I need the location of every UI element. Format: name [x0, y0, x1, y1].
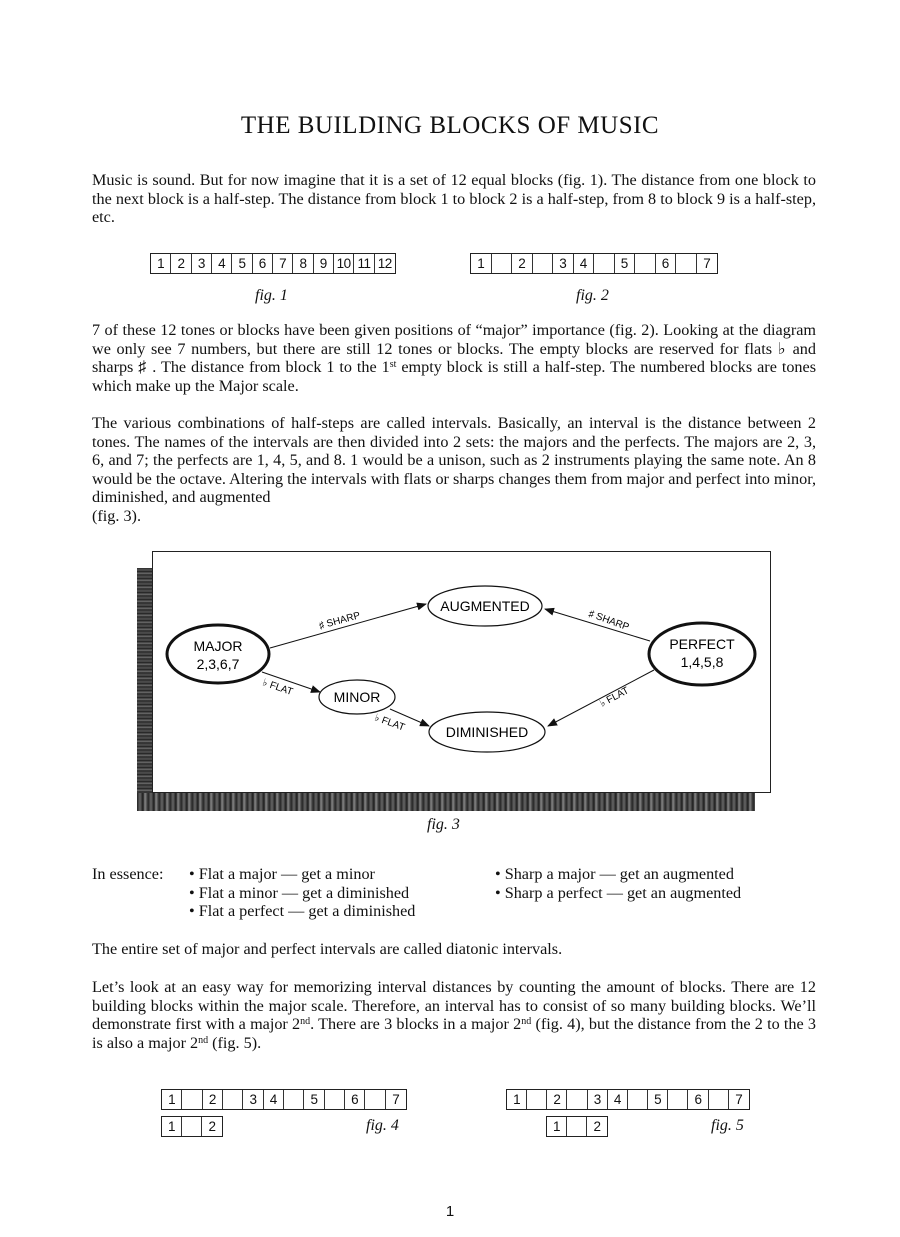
- paragraph-intervals: [92, 414, 816, 526]
- block-3: 3: [553, 254, 574, 273]
- block-2: 2: [512, 254, 533, 273]
- block-empty: [668, 1090, 688, 1109]
- block-6: 6: [656, 254, 677, 273]
- label-major-minor: ♭ FLAT: [261, 677, 295, 698]
- label-minor-diminished: ♭ FLAT: [372, 712, 407, 734]
- fig2-caption: fig. 2: [576, 287, 609, 304]
- fig5-interval-row: [546, 1116, 608, 1137]
- block-2: 2: [593, 1119, 601, 1134]
- node-major-sub: 2,3,6,7: [196, 656, 240, 672]
- node-minor-label: MINOR: [333, 689, 381, 705]
- node-perfect-sub: 1,4,5,8: [680, 654, 724, 670]
- fig3-shadow: [137, 793, 755, 811]
- block-empty: [284, 1090, 304, 1109]
- block-1: 1: [507, 1090, 527, 1109]
- block-empty: [533, 254, 554, 273]
- label-perfect-augmented: ♯ SHARP: [586, 608, 631, 634]
- block-empty: [527, 1090, 547, 1109]
- node-major-label: MAJOR: [193, 638, 243, 654]
- fig5-caption: fig. 5: [711, 1117, 744, 1134]
- fig1-caption: fig. 1: [255, 287, 288, 304]
- fig3-diagram: [152, 551, 771, 793]
- superscript: nd: [521, 1016, 532, 1028]
- block-4: 4: [264, 1090, 284, 1109]
- fig4-scale-row: [161, 1089, 407, 1110]
- block-10: 10: [334, 254, 354, 273]
- block-4: 4: [212, 254, 232, 273]
- essence-list-sharp: [495, 865, 741, 902]
- block-6: 6: [688, 1090, 708, 1109]
- block-1: 1: [162, 1090, 182, 1109]
- essence-item: • Flat a minor — get a diminished: [189, 883, 410, 902]
- block-6: 6: [345, 1090, 365, 1109]
- block-empty: [223, 1090, 243, 1109]
- essence-item: • Sharp a major — get an augmented: [495, 865, 734, 883]
- block-8: 8: [293, 254, 313, 273]
- block-4: 4: [608, 1090, 628, 1109]
- block-3: 3: [243, 1090, 263, 1109]
- paragraph-text: 7 of these 12 tones or blocks have been given positions of “major” importance (fig. 2). Looking at the diagram we only see 7 numbers, but there are still 12 tones or blocks. The empty blocks are reserved for flats ♭ and sharps ♯ . The distance from block 1 to the 1: [92, 321, 816, 377]
- block-empty: [676, 254, 697, 273]
- block-1: 1: [471, 254, 492, 273]
- fig5-scale-row: [506, 1089, 750, 1110]
- block-5: 5: [232, 254, 252, 273]
- essence-list-flat: [189, 865, 415, 921]
- block-1: 1: [162, 1117, 182, 1136]
- block-empty: [182, 1117, 202, 1136]
- fig3-caption: fig. 3: [427, 816, 460, 833]
- node-diminished-label: DIMINISHED: [445, 724, 529, 740]
- block-11: 11: [354, 254, 374, 273]
- block-7: 7: [735, 1092, 743, 1107]
- superscript: nd: [198, 1034, 209, 1046]
- paragraph-major-importance: [92, 321, 816, 395]
- block-empty: [492, 254, 513, 273]
- block-empty: [709, 1090, 729, 1109]
- paragraph-text: (fig. 5).: [208, 1033, 262, 1052]
- fig4-interval-row: [161, 1116, 223, 1137]
- block-3: 3: [588, 1090, 608, 1109]
- essence-item: • Sharp a perfect — get an augmented: [495, 883, 742, 902]
- fig2-block-row: [470, 253, 718, 274]
- block-5: 5: [304, 1090, 324, 1109]
- paragraph-text: The various combinations of half-steps are called intervals. Basically, an interval is the distance between 2 tones. The names of the intervals are then divided into 2 sets: the majors and the perfects. The majors are 2, 3, 6, and 7; the perfects are 1, 4, 5, and 8. 1 would be a unison, such as 2 instruments playing the same note. An 8 would be the octave. Altering the intervals with flats or sharps changes them from major and perfect into minor, diminished, and augmented: [92, 414, 816, 507]
- paragraph-text: Let’s look at an easy way for memorizing interval distances by counting the amount of blocks. There are 12 building blocks within the major scale. Therefore, an interval has to consist of so many building blocks. We’ll demonstrate first with a major 2: [92, 978, 816, 1034]
- block-4: 4: [574, 254, 595, 273]
- block-2: 2: [203, 1090, 223, 1109]
- edge-major-augmented: [270, 604, 426, 648]
- fig4-caption: fig. 4: [366, 1117, 399, 1134]
- paragraph-text: . There are 3 blocks in a major 2: [310, 1015, 522, 1034]
- paragraph-text: (fig. 3).: [92, 506, 141, 525]
- block-5: 5: [615, 254, 636, 273]
- paragraph-memorizing: [92, 978, 816, 1052]
- paragraph-text: empty block is still a half-step. The numbered blocks are tones which make up the Major scale.: [92, 358, 816, 395]
- block-7: 7: [703, 256, 711, 271]
- block-empty: [567, 1117, 587, 1136]
- block-empty: [635, 254, 656, 273]
- paragraph-intro: Music is sound. But for now imagine that it is a set of 12 equal blocks (fig. 1). The distance from one block to the next block is a half-step. The distance from block 1 to block 2 is a half-step, from 8 to block 9 is a half-step, etc.: [92, 171, 816, 227]
- label-major-augmented: ♯ SHARP: [317, 610, 362, 632]
- essence-item: • Flat a major — get a minor: [189, 865, 375, 883]
- node-major: [167, 625, 269, 683]
- block-2: 2: [208, 1119, 216, 1134]
- label-perfect-diminished: ♭ FLAT: [598, 685, 631, 710]
- block-2: 2: [171, 254, 191, 273]
- block-empty: [182, 1090, 202, 1109]
- block-empty: [365, 1090, 385, 1109]
- node-augmented-label: AUGMENTED: [440, 598, 530, 614]
- block-6: 6: [253, 254, 273, 273]
- superscript: nd: [300, 1016, 311, 1028]
- paragraph-diatonic: The entire set of major and perfect intervals are called diatonic intervals.: [92, 940, 563, 958]
- block-empty: [567, 1090, 587, 1109]
- block-empty: [594, 254, 615, 273]
- essence-item: • Flat a perfect — get a diminished: [189, 902, 416, 921]
- block-1: 1: [151, 254, 171, 273]
- block-7: 7: [273, 254, 293, 273]
- block-3: 3: [192, 254, 212, 273]
- block-7: 7: [392, 1092, 400, 1107]
- fig1-block-row: [150, 253, 396, 274]
- block-empty: [325, 1090, 345, 1109]
- block-9: 9: [314, 254, 334, 273]
- block-5: 5: [648, 1090, 668, 1109]
- paragraph-text: (fig. 4), but the distance from the 2 to the 3 is also a major 2: [92, 1015, 816, 1052]
- block-1: 1: [547, 1117, 567, 1136]
- node-perfect-label: PERFECT: [669, 636, 735, 652]
- essence-label: In essence:: [92, 865, 164, 883]
- block-empty: [628, 1090, 648, 1109]
- superscript: st: [389, 359, 397, 371]
- page-number: 1: [445, 1203, 455, 1220]
- page-title: THE BUILDING BLOCKS OF MUSIC: [240, 112, 660, 139]
- block-2: 2: [547, 1090, 567, 1109]
- block-12: 12: [377, 256, 392, 271]
